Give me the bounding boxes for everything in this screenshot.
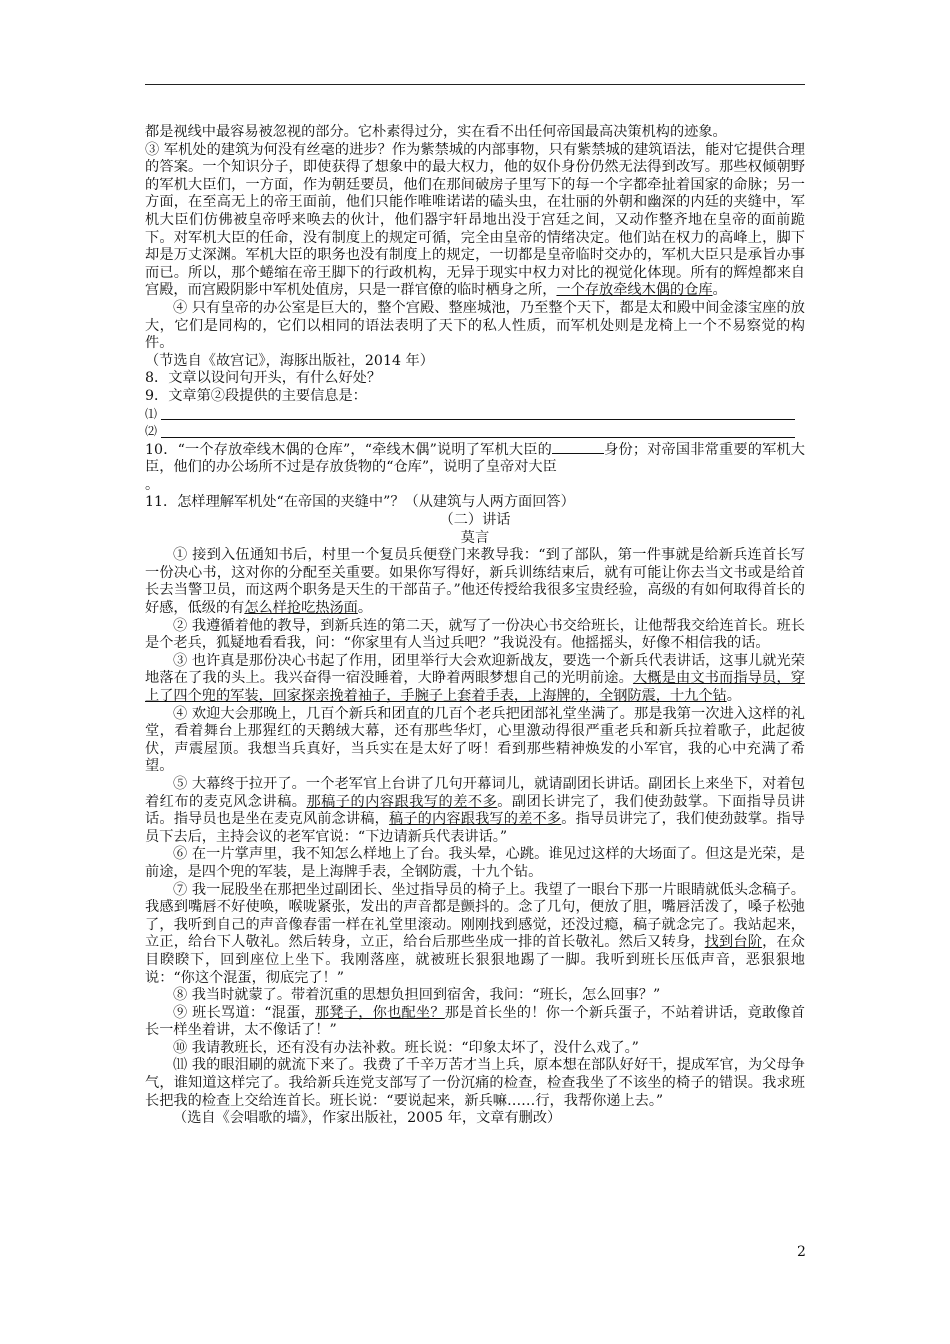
text: 。 xyxy=(357,600,373,617)
underlined-phrase: 稿子的内容跟我写的差不多 xyxy=(388,811,562,828)
question-11: 11．怎样理解军机处“在帝国的夹缝中”？（从建筑与人两方面回答） xyxy=(145,494,575,511)
answer-line-1[interactable] xyxy=(145,406,805,424)
answer-blank xyxy=(161,419,795,420)
text: 。 xyxy=(712,282,727,299)
text: ③ 军机处的建筑为何没有丝毫的进步？作为紫禁城的内部事物，只有紫禁城的建筑语法，能对它提供合理的答案。一个知识分子，即使获得了想象中的最大权力，他的奴仆身份仍然无法得到改写。那些权倾朝野的军机大臣们，一方面，作为朝廷要员，他们在那间破房子里写下的每一个字都牵扯着国家的命脉；另一方面，在至高无上的帝王面前，他们只能作唯唯诺诺的磕头虫，在壮丽的外朝和幽深的内廷的夹缝中，军机大臣们仿佛被皇帝呼来唤去的伙计，他们器宇轩昂地出没于宫廷之间，又动作整齐地在皇帝的面前跪下。对军机大臣的任命，没有制度上的规定可循，完全由皇帝的情绪决定。他们站在权力的高峰上，脚下却是万丈深渊。军机大臣的职务也没有制度上的规定，一切都是皇帝临时交办的，军机大臣只是承旨办事而已。所以，那个蜷缩在帝王脚下的行政机构，无异于现实中权力对比的视觉化体现。所有的辉煌都来自宫殿，而宫殿阴影中军机处值房，只是一群官僚的临时栖身之所， xyxy=(145,141,805,299)
text: 身份；对帝国非常重要的军机大臣，他们的办公场所不过是存放货物的“仓库”，说明了皇帝对大臣 xyxy=(145,441,805,476)
author: 莫言 xyxy=(460,529,490,546)
text: 。 xyxy=(145,476,160,493)
paragraph-2: ② 我遵循着他的教导，到新兵连的第二天，就写了一份决心书交给班长，让他帮我交给连首长。班长是个老兵，狐疑地看看我，问：“你家里有人当过兵吧？”我说没有。他摇摇头，好像不相信我的话。 xyxy=(145,617,805,652)
underlined-phrase: 那凳子，你也配坐？ xyxy=(315,1004,445,1021)
underlined-phrase: 大概是由文书而指导员，穿上了四个兜的军装，回家探亲挽着袖子，手腕子上套着手表，上海牌的，全钢防震，十九个钻 xyxy=(145,670,805,704)
text: 10．“一个存放牵线木偶的仓库”，“牵线木偶”说明了军机大臣的 xyxy=(145,441,552,458)
question-9: 9．文章第②段提供的主要信息是： xyxy=(145,387,367,404)
text: 。指导员讲完了，我们使劲鼓掌。指导员下去后，主持会议的老军官说：“下边请新兵代表讲话。” xyxy=(145,811,805,845)
text: ③ 也许真是那份决心书起了作用，团里举行大会欢迎新战友，要选一个新兵代表讲话，这事儿就光荣地落在了我的头上。我兴奋得一宿没睡着，大睁着两眼梦想自己的光明前途。 xyxy=(145,652,805,687)
paragraph-7 xyxy=(145,882,805,988)
article-source: （选自《会唱歌的墙》，作家出版社，2005 年，文章有删改） xyxy=(173,1110,562,1127)
paragraph-6: ⑥ 在一片掌声里，我不知怎么样地上了台。我头晕，心跳。谁见过这样的大场面了。但这是光荣，是前途，是四个兜的军装，是上海牌手表，全钢防震，十九个钻。 xyxy=(145,846,805,880)
paragraph-11: ⑾ 我的眼泪刷的就流下来了。我费了千辛万苦才当上兵，原本想在部队好好干，提成军官，为父母争气，谁知道这样完了。我给新兵连党支部写了一份沉痛的检查，检查我坐了不该坐的椅子的错误。我求班长把我的检查上交给连首长。班长说：“要说起来，新兵嘛……行，我帮你递上去。” xyxy=(145,1057,805,1109)
page-content xyxy=(145,124,805,1128)
answer-blank xyxy=(161,437,795,438)
text: 。 xyxy=(726,688,741,704)
answer-label: ⑴ xyxy=(145,406,158,421)
paragraph-8: ⑧ 我当时就蒙了。带着沉重的思想负担回到宿舍，我问：“班长，怎么回事？” xyxy=(173,987,661,1004)
paragraph-continuation: 都是视线中最容易被忽视的部分。它朴素得过分，实在看不出任何帝国最高决策机构的迹象。 xyxy=(145,124,727,140)
text: ，在众目睽睽下，回到座位上坐下。我刚落座，就被班长狠狠地踢了一脚。我听到班长压低声音，恶狠狠地说：“你这个混蛋，彻底完了！” xyxy=(145,934,805,986)
paragraph-3 xyxy=(145,653,805,706)
underlined-phrase: 一个存放牵线木偶的仓库 xyxy=(556,282,713,299)
text: 。副团长讲完了，我们使劲鼓掌。下面指导员讲话。指导员也是坐在麦克风前念讲稿， xyxy=(145,793,805,828)
paragraph-4: ④ 只有皇帝的办公室是巨大的，整个宫殿、整座城池，乃至整个天下，都是太和殿中间金漆宝座的放大，它们是同构的，它们以相同的语法表明了天下的私人性质，而军机处则是龙椅上一个不易察觉的构件。 xyxy=(145,299,805,352)
section-heading: （二）讲话 xyxy=(439,512,511,529)
paragraph-1 xyxy=(145,547,805,617)
answer-line-2[interactable] xyxy=(145,423,805,441)
question-8: 8．文章以设问句开头，有什么好处？ xyxy=(145,370,382,387)
underlined-phrase: 找到台阶 xyxy=(704,934,763,951)
text: ⑤ 大幕终于拉开了。一个老军官上台讲了几句开幕词儿，就请副团长讲话。副团长上来坐下，对着包着红布的麦克风念讲稿。 xyxy=(145,775,805,810)
paragraph-10: ⑩ 我请教班长，还有没有办法补救。班长说：“印象太坏了，没什么戏了。” xyxy=(173,1039,639,1056)
text: ① 接到入伍通知书后，村里一个复员兵便登门来教导我：“到了部队，第一件事就是给新兵连首长写一份决心书，这对你的分配至关重要。如果你写得好，新兵训练结束后，就有可能让你去当文书或是给首长去当警卫员，而这两个职务是天生的干部苗子。”他还传授给我很多宝贵经验，高级的有如何取得首长的好感，低级的有 xyxy=(145,547,805,617)
question-10 xyxy=(145,441,805,495)
page-number: 2 xyxy=(797,1244,806,1260)
paragraph-9 xyxy=(145,1005,805,1040)
underlined-phrase: 怎么样抢吃热汤面 xyxy=(244,600,358,617)
answer-label: ⑵ xyxy=(145,424,158,439)
answer-blank[interactable] xyxy=(552,441,604,454)
paragraph-5 xyxy=(145,776,805,846)
paragraph-4: ④ 欢迎大会那晚上，几百个新兵和团直的几百个老兵把团部礼堂坐满了。那是我第一次进入这样的礼堂，看着舞台上那猩红的天鹅绒大幕，还有那些华灯，心里激动得很严重老兵和新兵拉着歌子，此起彼伏，声震屋顶。我想当兵真好，当兵实在是太好了呀！看到那些精神焕发的小军官，我的心中充满了希望。 xyxy=(145,705,805,775)
paragraph-3 xyxy=(145,142,805,300)
header-rule xyxy=(145,84,805,85)
text: ⑦ 我一屁股坐在那把坐过副团长、坐过指导员的椅子上。我望了一眼台下那一片眼睛就低头念稿子。我感到嘴唇不好使唤，喉咙紧张，发出的声音都是颤抖的。念了几句，便放了胆，嘴唇活泼了，嗓子松弛了，我听到自己的声音像春雷一样在礼堂里滚动。刚刚找到感觉，还没过瘾，稿子就念完了。我站起来，立正，给台下人敬礼。然后转身，立正，给台后那些坐成一排的首长敬礼。然后又转身， xyxy=(145,881,805,951)
text: ⑨ 班长骂道：“混蛋， xyxy=(173,1004,315,1021)
underlined-phrase: 那稿子的内容跟我写的差不多 xyxy=(306,793,498,810)
text: 那是首长坐的！你一个新兵蛋子，不站着讲话，竟敢像首长一样坐着讲，太不像话了！” xyxy=(145,1004,805,1039)
article-source: （节选自《故宫记》，海豚出版社，2014 年） xyxy=(145,352,434,369)
